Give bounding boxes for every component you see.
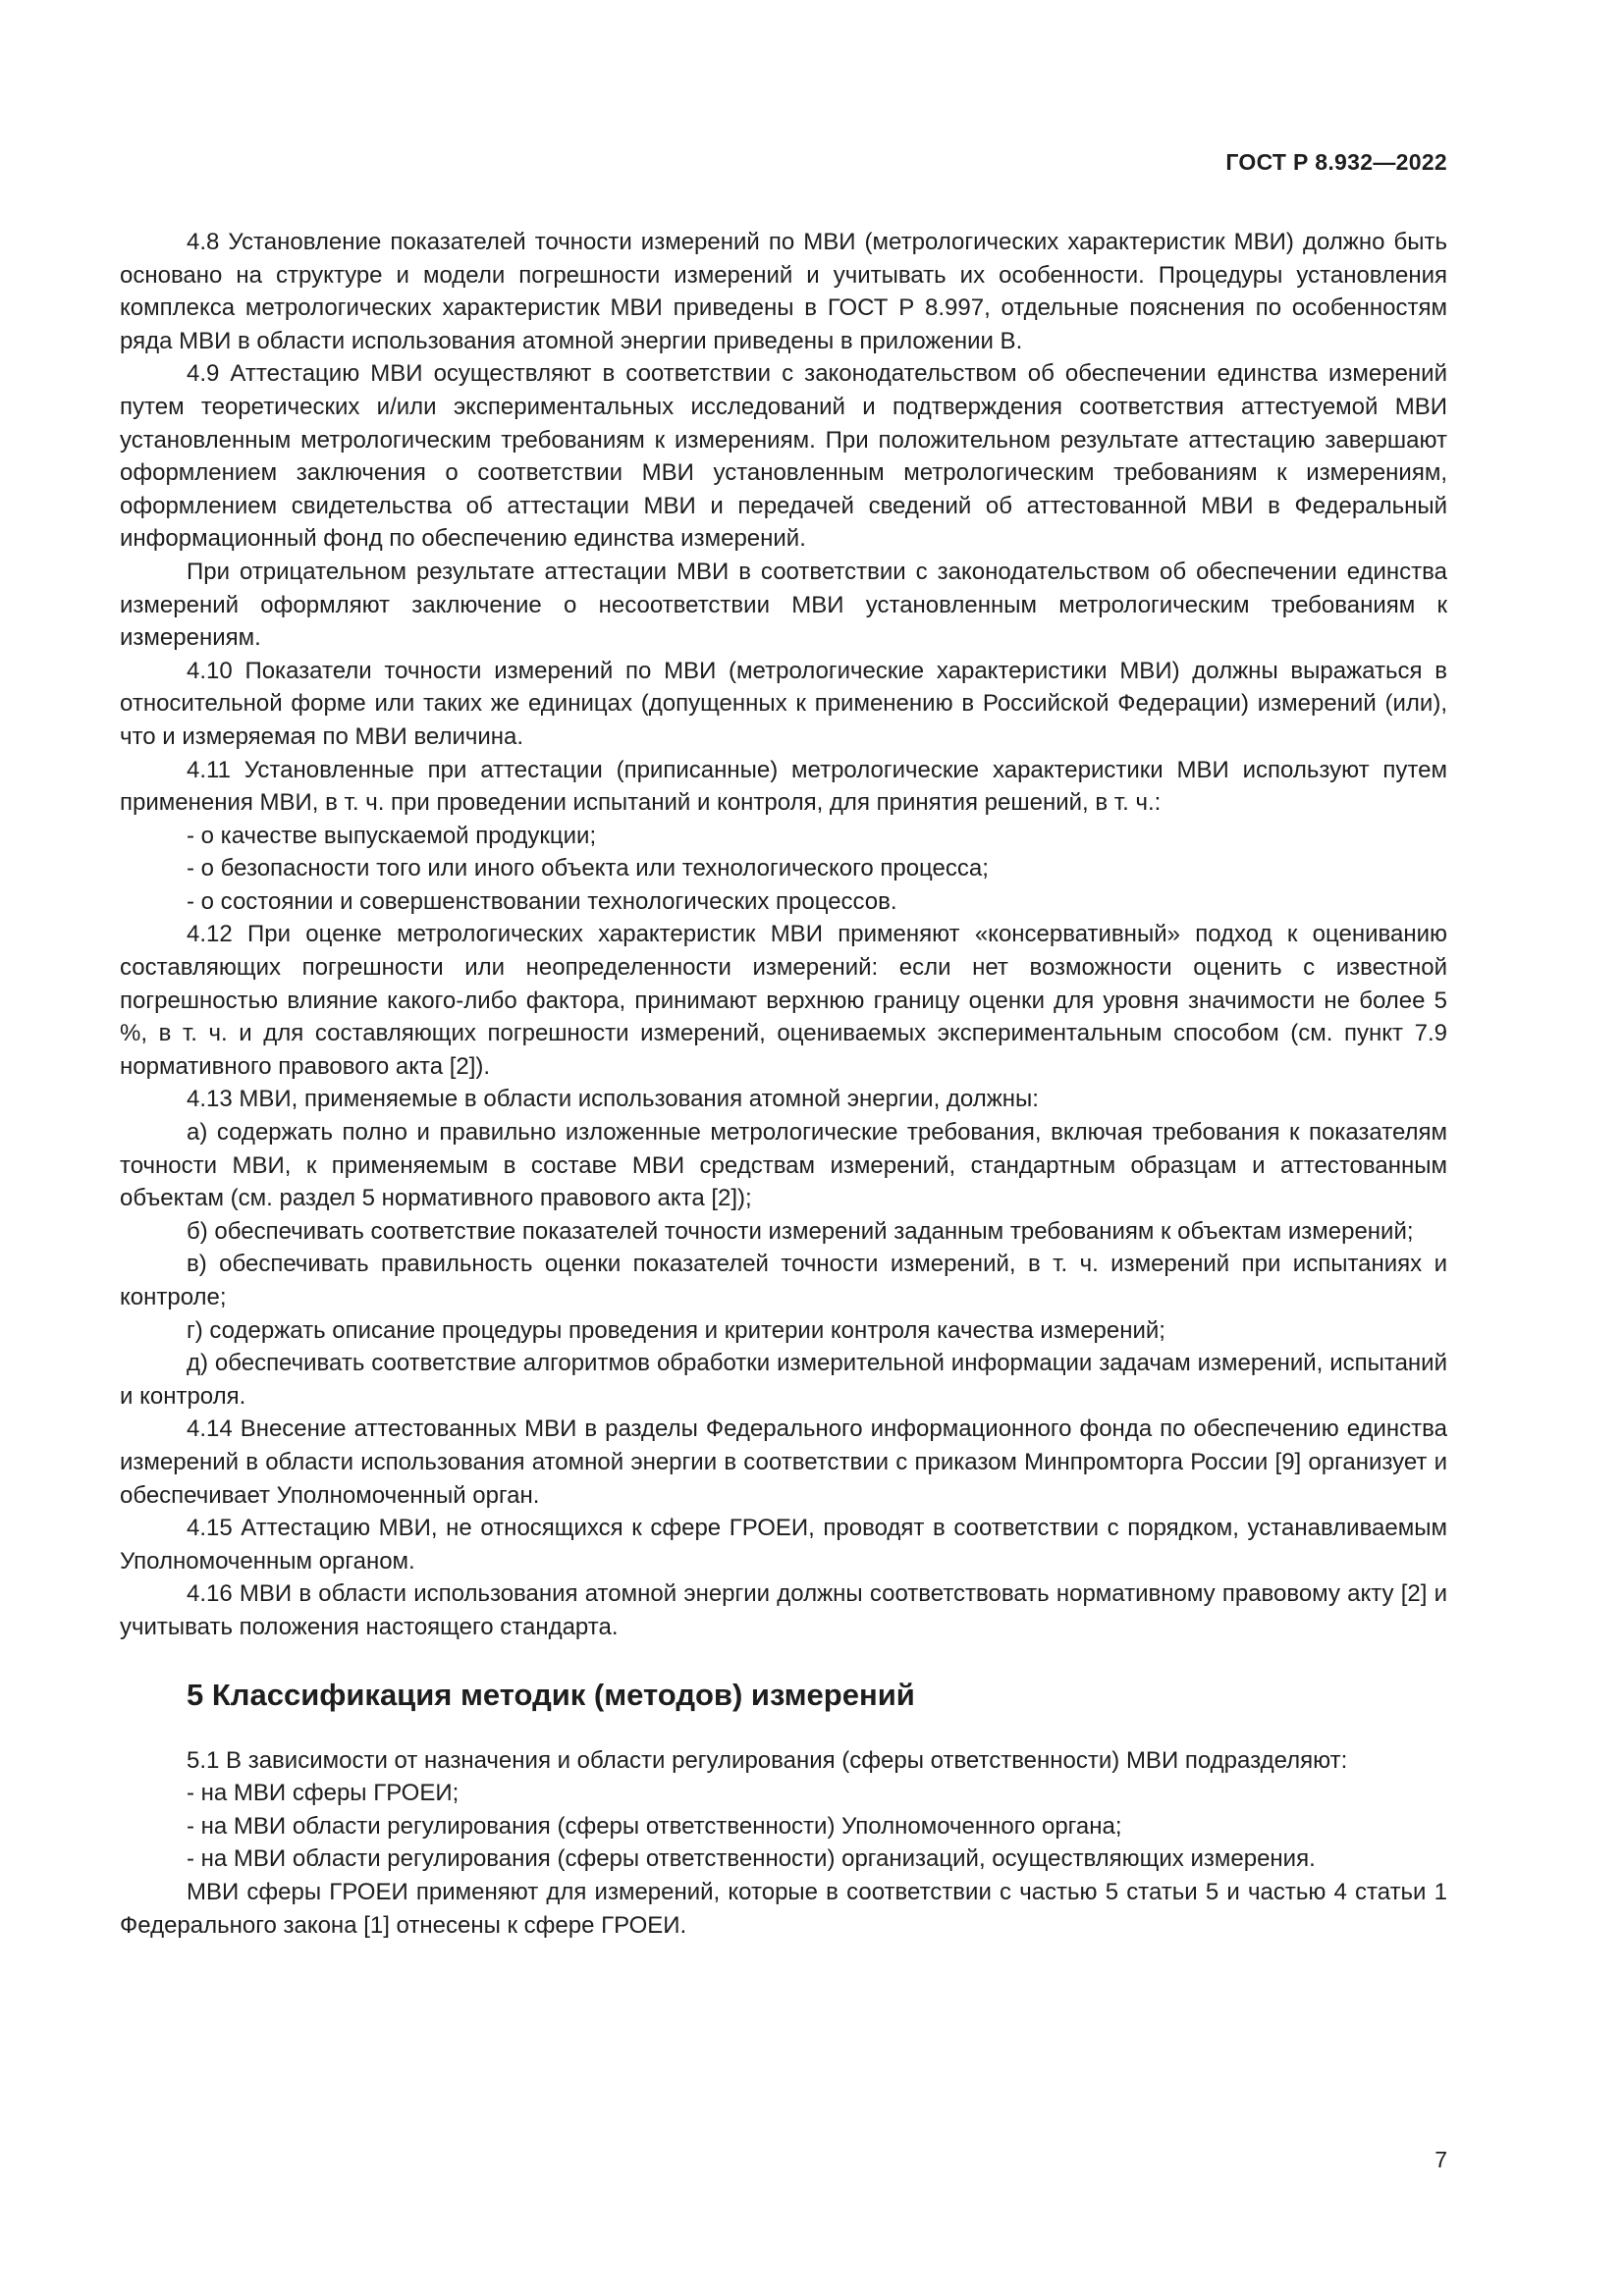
paragraph-4-12: 4.12 При оценке метрологических характеристик МВИ применяют «консервативный» подход к оцениванию составляющих погрешности или неопределенности измерений: если нет возможности оценить с известной погрешностью влияние какого-либо фактора, принимают верхнюю границу оценки для уровня значимости не более 5 %, в т. ч. и для составляющих погрешности измерений, оцениваемых экспериментальным способом (см. пункт 7.9 нормативного правового акта [2]). — [120, 921, 1447, 1080]
document-code-header: ГОСТ Р 8.932—2022 — [1225, 149, 1447, 175]
paragraph-5-1-groei: МВИ сферы ГРОЕИ применяют для измерений, которые в соответствии с частью 5 статьи 5 и частью 4 статьи 1 Федерального закона [1] отнесены к сфере ГРОЕИ. — [120, 1878, 1447, 1939]
list-item: а) содержать полно и правильно изложенные метрологические требования, включая требования к показателям точности МВИ, к применяемым в составе МВИ средствам измерений, стандартным образцам и аттестованным объектам (см. раздел 5 нормативного правового акта [2]); — [120, 1119, 1447, 1212]
list-item: - на МВИ области регулирования (сферы ответственности) организаций, осуществляющих измерения. — [187, 1845, 1316, 1873]
paragraph-4-9: 4.9 Аттестацию МВИ осуществляют в соответствии с законодательством об обеспечении единства измерений путем теоретических и/или экспериментальных исследований и подтверждения соответствия аттестуемой МВИ установленным метрологическим требованиям к измерениям. При положительном результате аттестацию завершают оформлением заключения о соответствии МВИ установленным метрологическим требованиям к измерениям, оформлением свидетельства об аттестации МВИ и передачей сведений об аттестованной МВИ в Федеральный информационный фонд по обеспечению единства измерений. — [120, 360, 1447, 553]
paragraph-4-10: 4.10 Показатели точности измерений по МВИ (метрологические характеристики МВИ) должны выражаться в относительной форме или таких же единицах (допущенных к применению в Российской Федерации) измерений (или), что и измеряемая по МВИ величина. — [120, 657, 1447, 750]
section-5-heading: 5 Классификация методик (методов) измерений — [187, 1677, 915, 1712]
list-item: - о качестве выпускаемой продукции; — [187, 822, 597, 849]
list-item: в) обеспечивать правильность оценки показателей точности измерений, в т. ч. измерений при испытаниях и контроле; — [120, 1251, 1447, 1310]
paragraph-4-8: 4.8 Установление показателей точности измерений по МВИ (метрологических характеристик МВИ) должно быть основано на структуре и модели погрешности измерений и учитывать их особенности. Процедуры установления комплекса метрологических характеристик МВИ приведены в ГОСТ Р 8.997, отдельные пояснения по особенностям ряда МВИ в области использования атомной энергии приведены в приложении В. — [120, 229, 1447, 354]
list-item: - о состоянии и совершенствовании технологических процессов. — [187, 887, 897, 915]
paragraph-4-13: 4.13 МВИ, применяемые в области использования атомной энергии, должны: — [187, 1086, 1039, 1113]
list-item: - на МВИ области регулирования (сферы ответственности) Уполномоченного органа; — [187, 1812, 1122, 1840]
paragraph-4-11: 4.11 Установленные при аттестации (приписанные) метрологические характеристики МВИ используют путем применения МВИ, в т. ч. при проведении испытаний и контроля, для принятия решений, в т. ч.: — [120, 756, 1447, 817]
list-item: - о безопасности того или иного объекта или технологического процесса; — [187, 855, 989, 882]
document-body — [120, 226, 1447, 1942]
list-item: д) обеспечивать соответствие алгоритмов обработки измерительной информации задачам измерений, испытаний и контроля. — [120, 1350, 1447, 1410]
paragraph-4-9-negative: При отрицательном результате аттестации МВИ в соответствии с законодательством об обеспечении единства измерений оформляют заключение о несоответствии МВИ установленным метрологическим требованиям к измерениям. — [120, 558, 1447, 652]
paragraph-4-14: 4.14 Внесение аттестованных МВИ в разделы Федерального информационного фонда по обеспечению единства измерений в области использования атомной энергии в соответствии с приказом Минпромторга России [9] организует и обеспечивает Уполномоченный орган. — [120, 1415, 1447, 1509]
list-item: б) обеспечивать соответствие показателей точности измерений заданным требованиям к объектам измерений; — [187, 1217, 1414, 1245]
paragraph-4-16: 4.16 МВИ в области использования атомной энергии должны соответствовать нормативному правовому акту [2] и учитывать положения настоящего стандарта. — [120, 1580, 1447, 1640]
paragraph-4-15: 4.15 Аттестацию МВИ, не относящихся к сфере ГРОЕИ, проводят в соответствии с порядком, устанавливаемым Уполномоченным органом. — [120, 1515, 1447, 1575]
list-item: г) содержать описание процедуры проведения и критерии контроля качества измерений; — [187, 1316, 1165, 1344]
paragraph-5-1: 5.1 В зависимости от назначения и области регулирования (сферы ответственности) МВИ подразделяют: — [187, 1746, 1348, 1774]
list-item: - на МВИ сферы ГРОЕИ; — [187, 1780, 460, 1807]
page-number: 7 — [1435, 2147, 1447, 2172]
